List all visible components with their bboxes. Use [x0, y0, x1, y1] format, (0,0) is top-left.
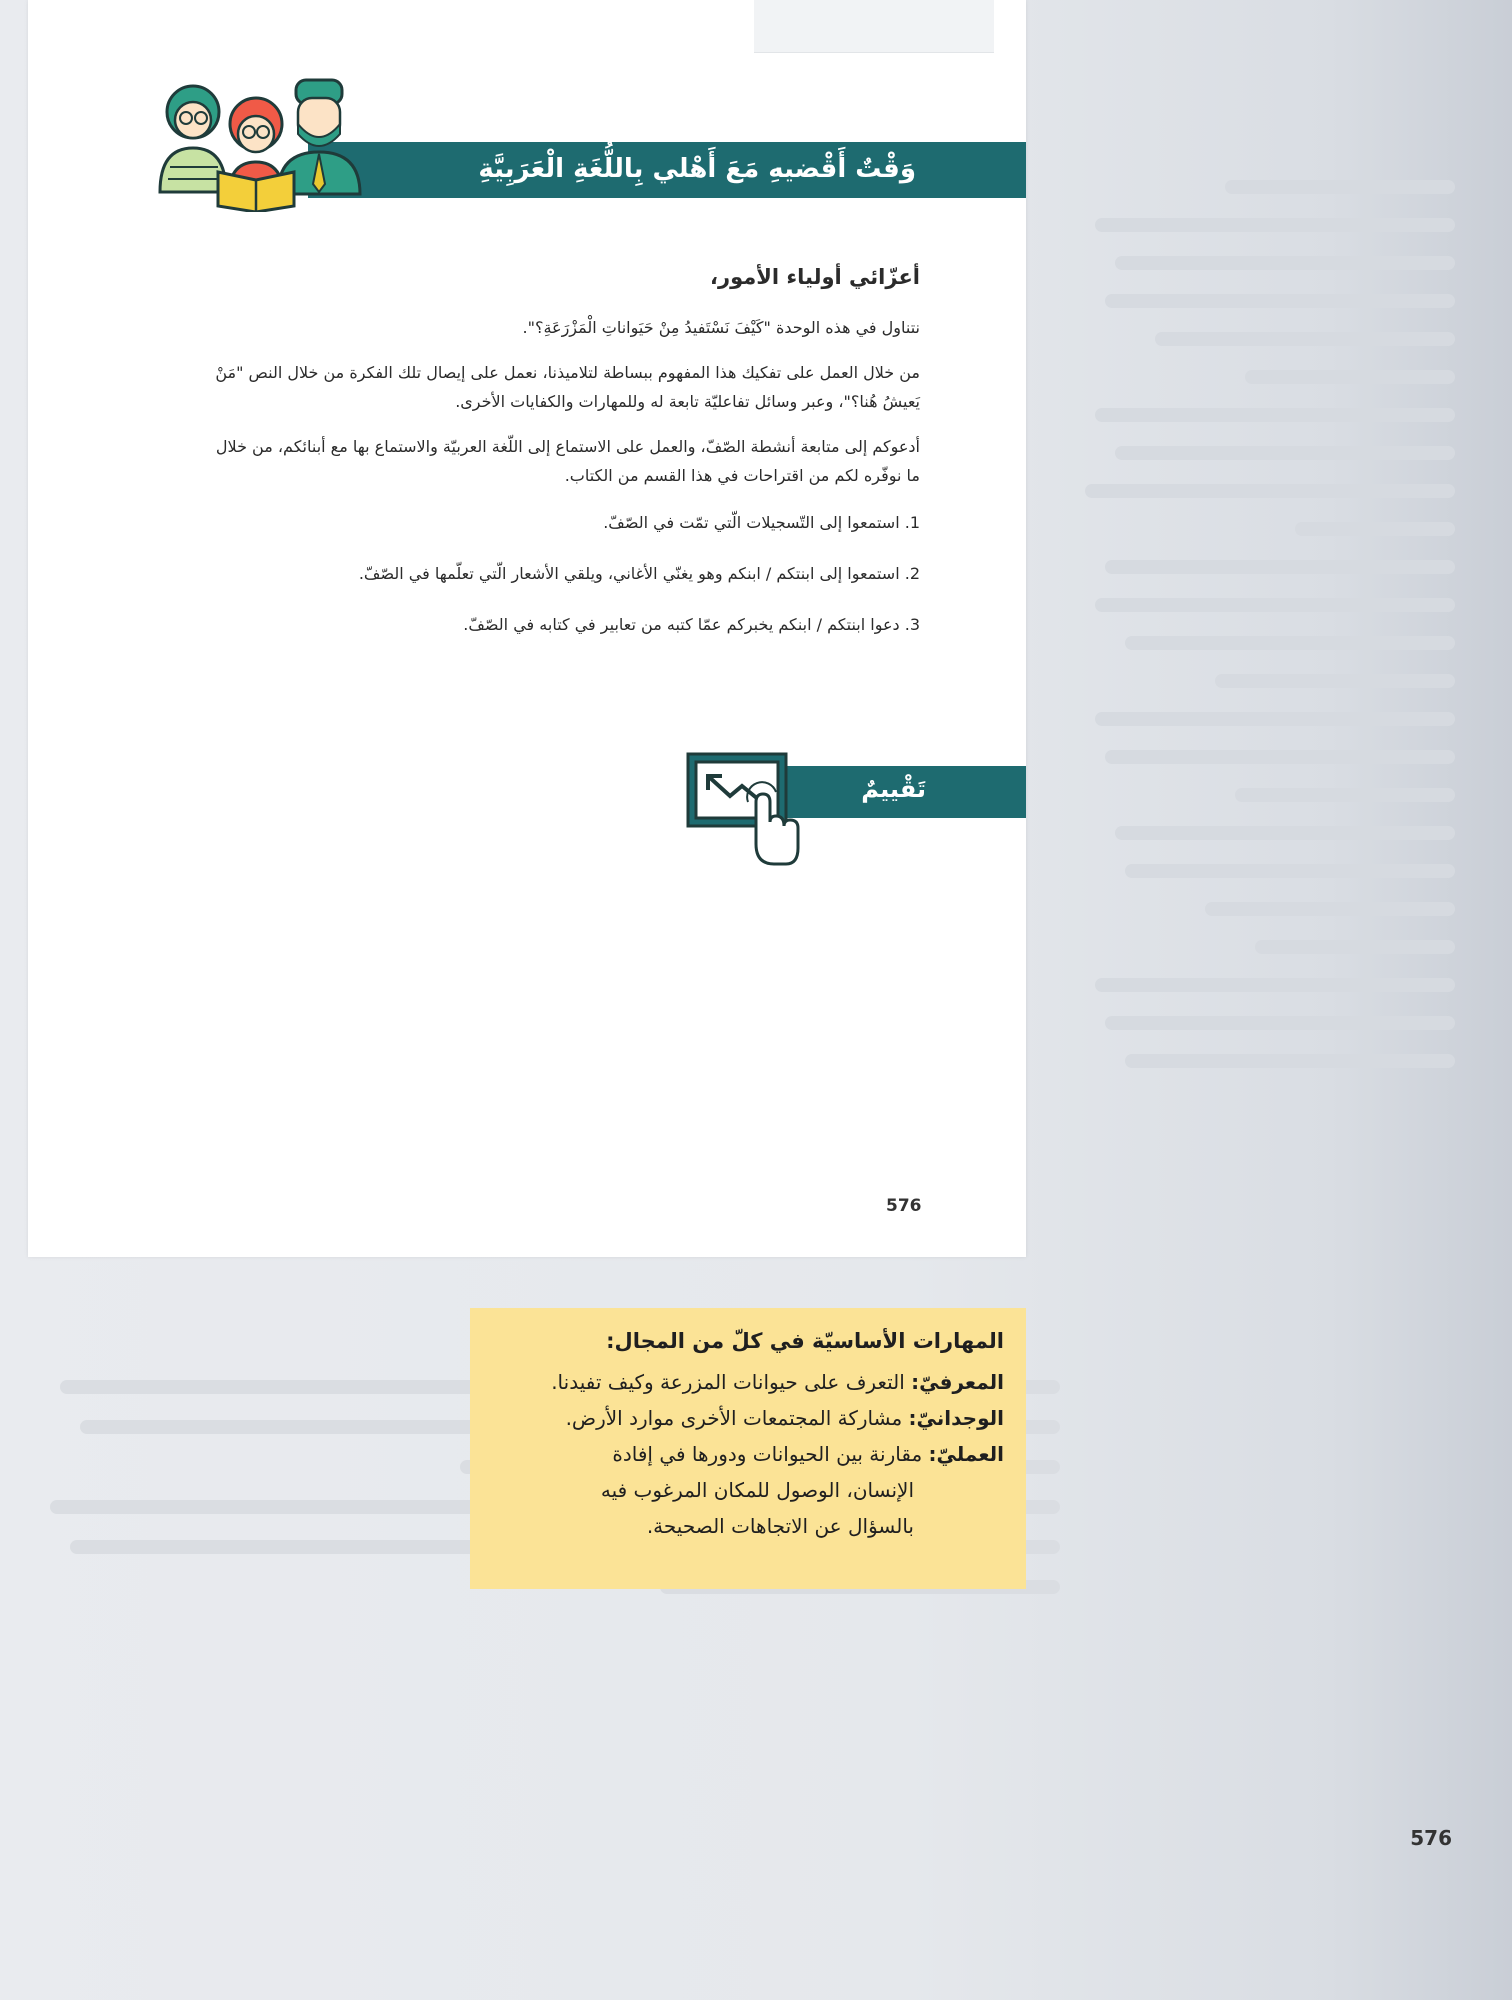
outer-page-number: 576 — [1410, 1826, 1452, 1850]
skill-row — [490, 1364, 1004, 1400]
skills-box — [470, 1308, 1026, 1589]
skills-title: المهارات الأساسيّة في كلّ من المجال: — [606, 1329, 1004, 1353]
skill-value: مقارنة بين الحيوانات ودورها في إفادة — [612, 1442, 929, 1466]
list-item: 3. دعوا ابنتكم / ابنكم يخبركم عمّا كتبه من تعابير في كتابه في الصّفّ. — [463, 615, 920, 634]
letter-paragraph: نتناول في هذه الوحدة "كَيْفَ نَسْتَفيدُ مِنْ حَيَواناتِ الْمَزْرَعَةِ؟". — [522, 318, 920, 337]
list-item: 1. استمعوا إلى التّسجيلات الّتي تمّت في الصّفّ. — [603, 513, 920, 532]
letter-greeting: أعزّائي أولياء الأمور، — [710, 265, 920, 289]
faded-text-column — [1075, 180, 1455, 1092]
touch-screen-icon — [686, 752, 801, 870]
section-banner — [308, 142, 1026, 198]
banner-title: وَقْتٌ أَقْضيهِ مَعَ أَهْلي بِاللُّغَةِ الْعَرَبِيَّةِ — [478, 154, 916, 184]
skill-key: الوجدانيّ: — [908, 1406, 1004, 1430]
skill-continuation: الإنسان، الوصول للمكان المرغوب فيه — [600, 1478, 914, 1502]
letter-paragraph: أدعوكم إلى متابعة أنشطة الصّفّ، والعمل على الاستماع إلى اللّغة العربيّة والاستماع بها مع أبنائكم، من خلال ما نوفّره لكم من اقتراحات في هذا القسم من الكتاب. — [215, 437, 920, 485]
skill-key: المعرفيّ: — [911, 1370, 1004, 1394]
skill-key: العمليّ: — [928, 1442, 1004, 1466]
skill-row — [490, 1436, 1004, 1472]
assessment-title: تَقْييمٌ — [861, 775, 926, 803]
family-reading-icon — [148, 72, 368, 212]
list-item: 2. استمعوا إلى ابنتكم / ابنكم وهو يغنّي الأغاني، ويلقي الأشعار الّتي تعلّمها في الصّفّ. — [358, 564, 920, 583]
header-strip — [754, 0, 994, 53]
skill-value: مشاركة المجتمعات الأخرى موارد الأرض. — [565, 1406, 909, 1430]
skill-value: التعرف على حيوانات المزرعة وكيف تفيدنا. — [551, 1370, 912, 1394]
suggestion-list — [200, 508, 920, 639]
letter-paragraph: من خلال العمل على تفكيك هذا المفهوم ببساطة لتلاميذنا، نعمل على إيصال تلك الفكرة من خلال النص "مَنْ يَعيشُ هُنا؟"، وعبر وسائل تفاعليّة تابعة له وللمهارات والكفايات الأخرى. — [215, 363, 920, 411]
card-page-number: 576 — [886, 1196, 922, 1216]
skill-continuation: بالسؤال عن الاتجاهات الصحيحة. — [646, 1514, 914, 1538]
parent-letter — [200, 265, 920, 661]
skill-row — [490, 1400, 1004, 1436]
